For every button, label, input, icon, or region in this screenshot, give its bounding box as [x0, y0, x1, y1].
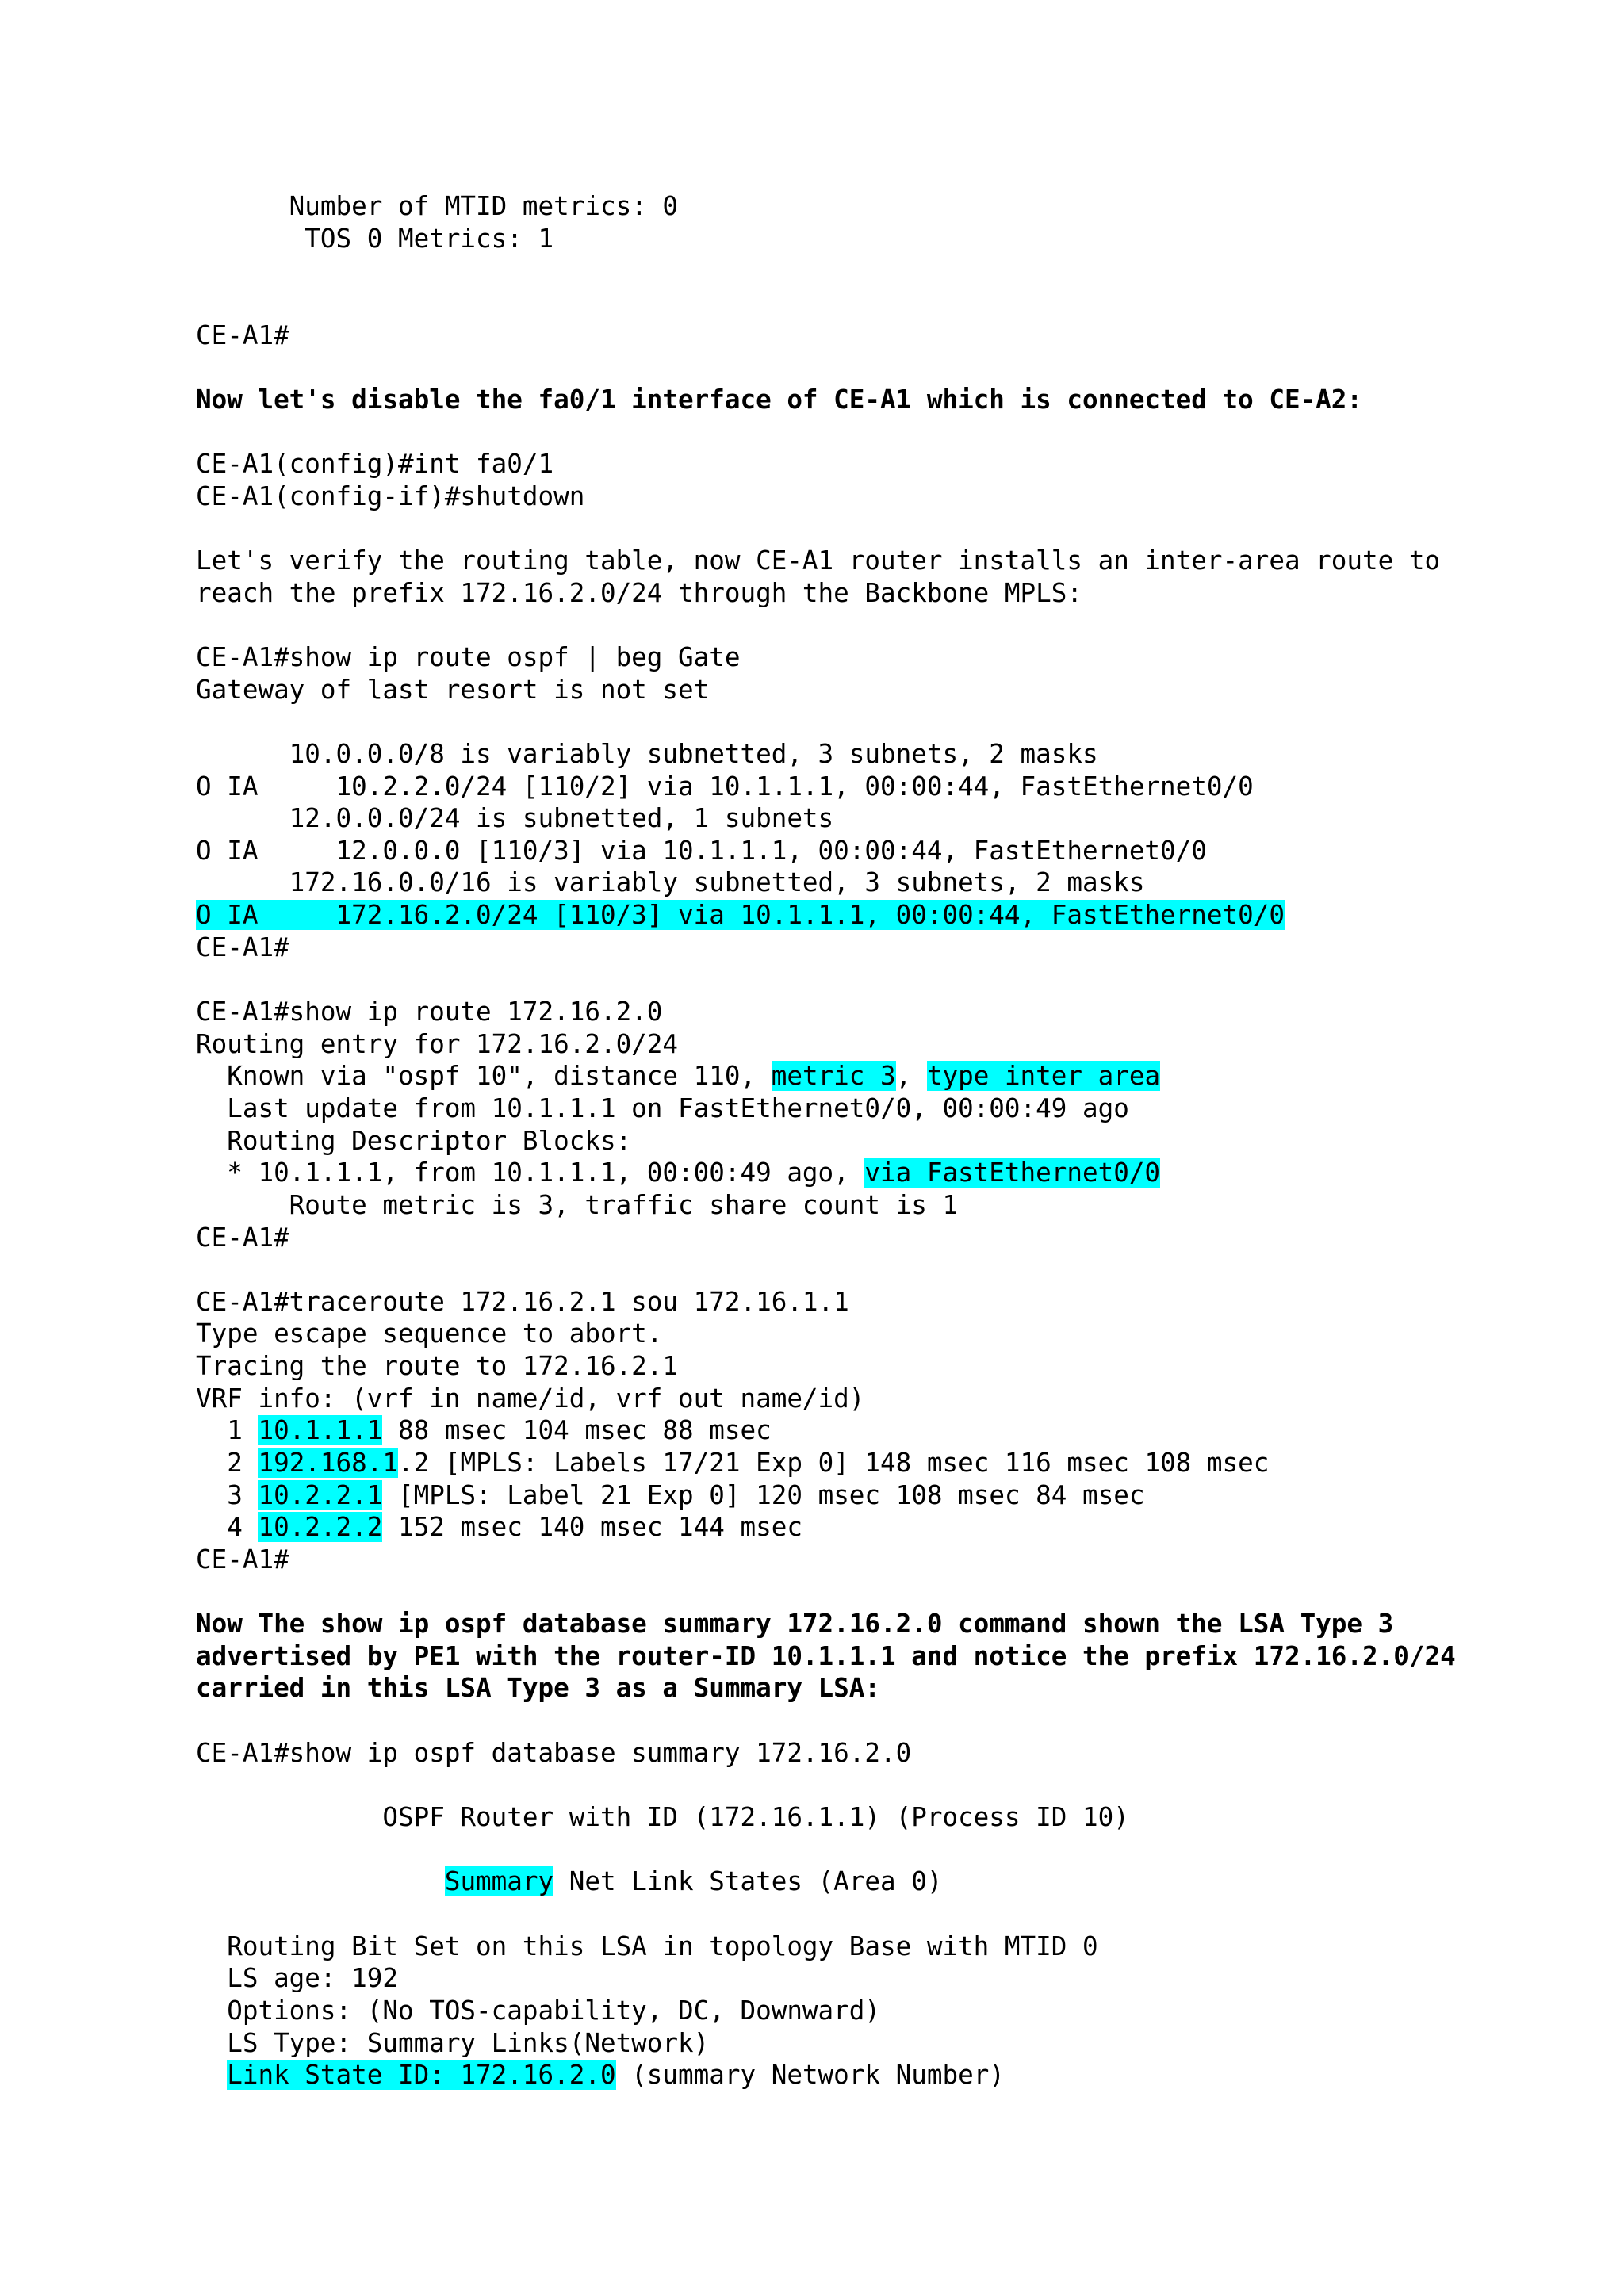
- prose-line: [196, 1608, 1560, 1640]
- line-text: Routing Descriptor Blocks:: [196, 1125, 632, 1156]
- line-text: 1: [196, 1415, 259, 1446]
- blank-line: [196, 254, 1560, 287]
- line-text: .2 [MPLS: Labels 17/21 Exp 0] 148 msec 116 msec 108 msec: [398, 1447, 1270, 1478]
- highlighted-text: 192.168.1: [258, 1447, 398, 1478]
- line-text: 2: [196, 1447, 259, 1478]
- cli-line: [196, 641, 1560, 674]
- blank-line: [196, 287, 1560, 320]
- blank-line: [196, 1253, 1560, 1286]
- cli-line: [196, 1511, 1560, 1544]
- cli-line: [196, 1350, 1560, 1383]
- cli-line: [196, 1414, 1560, 1447]
- cli-line: [196, 1544, 1560, 1576]
- line-text: * 10.1.1.1, from 10.1.1.1, 00:00:49 ago,: [196, 1158, 865, 1188]
- cli-line: [196, 1447, 1560, 1479]
- line-text: Gateway of last resort is not set: [196, 674, 710, 705]
- cli-line: [196, 1995, 1560, 2027]
- line-text: OSPF Router with ID (172.16.1.1) (Process ID 10): [196, 1802, 1129, 1833]
- line-text: (summary Network Number): [615, 2060, 1005, 2091]
- cli-line: [196, 771, 1560, 803]
- cli-line: [196, 448, 1560, 480]
- highlighted-text: type inter area: [926, 1061, 1161, 1092]
- highlighted-text: 10.2.2.2: [258, 1512, 383, 1543]
- cli-line: [196, 1093, 1560, 1125]
- cli-line: [196, 577, 1560, 610]
- line-text: Now let's disable the fa0/1 interface of CE-A1 which is connected to CE-A2:: [196, 384, 1363, 415]
- cli-line: [196, 674, 1560, 706]
- line-text: Type escape sequence to abort.: [196, 1318, 663, 1349]
- blank-line: [196, 706, 1560, 738]
- cli-line: [196, 545, 1560, 577]
- highlighted-text: Summary: [444, 1866, 554, 1897]
- line-text: [196, 2060, 227, 2090]
- blank-line: [196, 1769, 1560, 1801]
- line-text: Route metric is 3, traffic share count is 1: [196, 1189, 959, 1220]
- cli-line: [196, 738, 1560, 771]
- cli-line: [196, 835, 1560, 867]
- line-text: O IA 10.2.2.0/24 [110/2] via 10.1.1.1, 00:00:44, FastEthernet0/0: [196, 771, 1254, 802]
- cli-line: [196, 1866, 1560, 1898]
- cli-line: [196, 1931, 1560, 1963]
- blank-line: [196, 415, 1560, 448]
- cli-line: [196, 1318, 1560, 1350]
- blank-line: [196, 512, 1560, 545]
- cli-line: [196, 223, 1560, 255]
- cli-line: [196, 480, 1560, 513]
- cli-line: [196, 1479, 1560, 1512]
- highlighted-text: metric 3: [771, 1061, 896, 1092]
- line-text: 4: [196, 1512, 259, 1543]
- line-text: 12.0.0.0/24 is subnetted, 1 subnets: [196, 803, 834, 834]
- cli-line: [196, 802, 1560, 835]
- line-text: LS Type: Summary Links(Network): [196, 2027, 710, 2058]
- document-page: [196, 190, 1560, 2091]
- highlighted-text: via FastEthernet0/0: [864, 1158, 1161, 1188]
- cli-line: [196, 899, 1560, 932]
- cli-line: [196, 190, 1560, 223]
- line-text: Routing entry for 172.16.2.0/24: [196, 1028, 679, 1059]
- prose-line: [196, 384, 1560, 416]
- cli-line: [196, 2059, 1560, 2091]
- blank-line: [196, 609, 1560, 641]
- line-text: Now The show ip ospf database summary 172.16.2.0 command shown the LSA Type 3: [196, 1609, 1394, 1640]
- cli-line: [196, 1962, 1560, 1995]
- blank-line: [196, 1705, 1560, 1737]
- line-text: LS age: 192: [196, 1963, 398, 1994]
- cli-line: [196, 867, 1560, 899]
- highlighted-text: 10.2.2.1: [258, 1479, 383, 1510]
- line-text: 88 msec 104 msec 88 msec: [382, 1415, 772, 1446]
- blank-line: [196, 351, 1560, 384]
- line-text: TOS 0 Metrics: 1: [196, 223, 554, 254]
- line-text: CE-A1#: [196, 320, 289, 350]
- highlighted-text: 10.1.1.1: [258, 1415, 383, 1446]
- cli-line: [196, 1383, 1560, 1415]
- cli-line: [196, 1801, 1560, 1834]
- cli-line: [196, 320, 1560, 352]
- prose-line: [196, 1672, 1560, 1705]
- line-text: CE-A1#traceroute 172.16.2.1 sou 172.16.1.1: [196, 1286, 849, 1317]
- line-text: CE-A1(config)#int fa0/1: [196, 449, 554, 480]
- line-text: CE-A1#: [196, 1544, 289, 1575]
- line-text: CE-A1#show ip ospf database summary 172.16.2.0: [196, 1737, 912, 1768]
- cli-line: [196, 1189, 1560, 1222]
- line-text: CE-A1#show ip route ospf | beg Gate: [196, 641, 741, 672]
- cli-line: [196, 1222, 1560, 1254]
- cli-line: [196, 1157, 1560, 1189]
- cli-line: [196, 996, 1560, 1028]
- line-text: [MPLS: Label 21 Exp 0] 120 msec 108 msec 84 msec: [382, 1479, 1145, 1510]
- line-text: [196, 1866, 445, 1896]
- cli-line: [196, 1286, 1560, 1318]
- line-text: Routing Bit Set on this LSA in topology Base with MTID 0: [196, 1931, 1098, 1961]
- cli-line: [196, 1737, 1560, 1770]
- line-text: carried in this LSA Type 3 as a Summary LSA:: [196, 1673, 881, 1704]
- cli-line: [196, 932, 1560, 964]
- line-text: 3: [196, 1479, 259, 1510]
- line-text: 10.0.0.0/8 is variably subnetted, 3 subnets, 2 masks: [196, 738, 1098, 769]
- line-text: Known via "ospf 10", distance 110,: [196, 1061, 772, 1092]
- line-text: CE-A1(config-if)#shutdown: [196, 480, 585, 511]
- line-text: Number of MTID metrics: 0: [196, 191, 679, 221]
- line-text: CE-A1#: [196, 932, 289, 962]
- cli-line: [196, 1028, 1560, 1061]
- line-text: VRF info: (vrf in name/id, vrf out name/id): [196, 1383, 865, 1414]
- line-text: CE-A1#: [196, 1222, 289, 1253]
- highlighted-text: Link State ID: 172.16.2.0: [227, 2060, 616, 2091]
- line-text: 172.16.0.0/16 is variably subnetted, 3 subnets, 2 masks: [196, 867, 1145, 898]
- line-text: O IA 12.0.0.0 [110/3] via 10.1.1.1, 00:00:44, FastEthernet0/0: [196, 835, 1207, 866]
- line-text: Let's verify the routing table, now CE-A1 router installs an inter-area route to: [196, 545, 1441, 576]
- highlighted-text: O IA 172.16.2.0/24 [110/3] via 10.1.1.1, 00:00:44, FastEthernet0/0: [196, 900, 1285, 931]
- line-text: Options: (No TOS-capability, DC, Downward): [196, 1995, 881, 2026]
- line-text: ,: [895, 1061, 927, 1092]
- line-text: Last update from 10.1.1.1 on FastEthernet0/0, 00:00:49 ago: [196, 1093, 1129, 1123]
- line-text: advertised by PE1 with the router-ID 10.1.1.1 and notice the prefix 172.16.2.0/24: [196, 1640, 1456, 1671]
- cli-line: [196, 1060, 1560, 1093]
- line-text: Net Link States (Area 0): [553, 1866, 943, 1897]
- line-text: reach the prefix 172.16.2.0/24 through the Backbone MPLS:: [196, 577, 1082, 608]
- line-text: 152 msec 140 msec 144 msec: [382, 1512, 802, 1543]
- prose-line: [196, 1640, 1560, 1673]
- cli-line: [196, 2027, 1560, 2060]
- blank-line: [196, 1898, 1560, 1931]
- cli-line: [196, 1125, 1560, 1158]
- blank-line: [196, 1576, 1560, 1609]
- line-text: CE-A1#show ip route 172.16.2.0: [196, 997, 663, 1027]
- blank-line: [196, 1834, 1560, 1866]
- line-text: Tracing the route to 172.16.2.1: [196, 1351, 679, 1382]
- blank-line: [196, 963, 1560, 996]
